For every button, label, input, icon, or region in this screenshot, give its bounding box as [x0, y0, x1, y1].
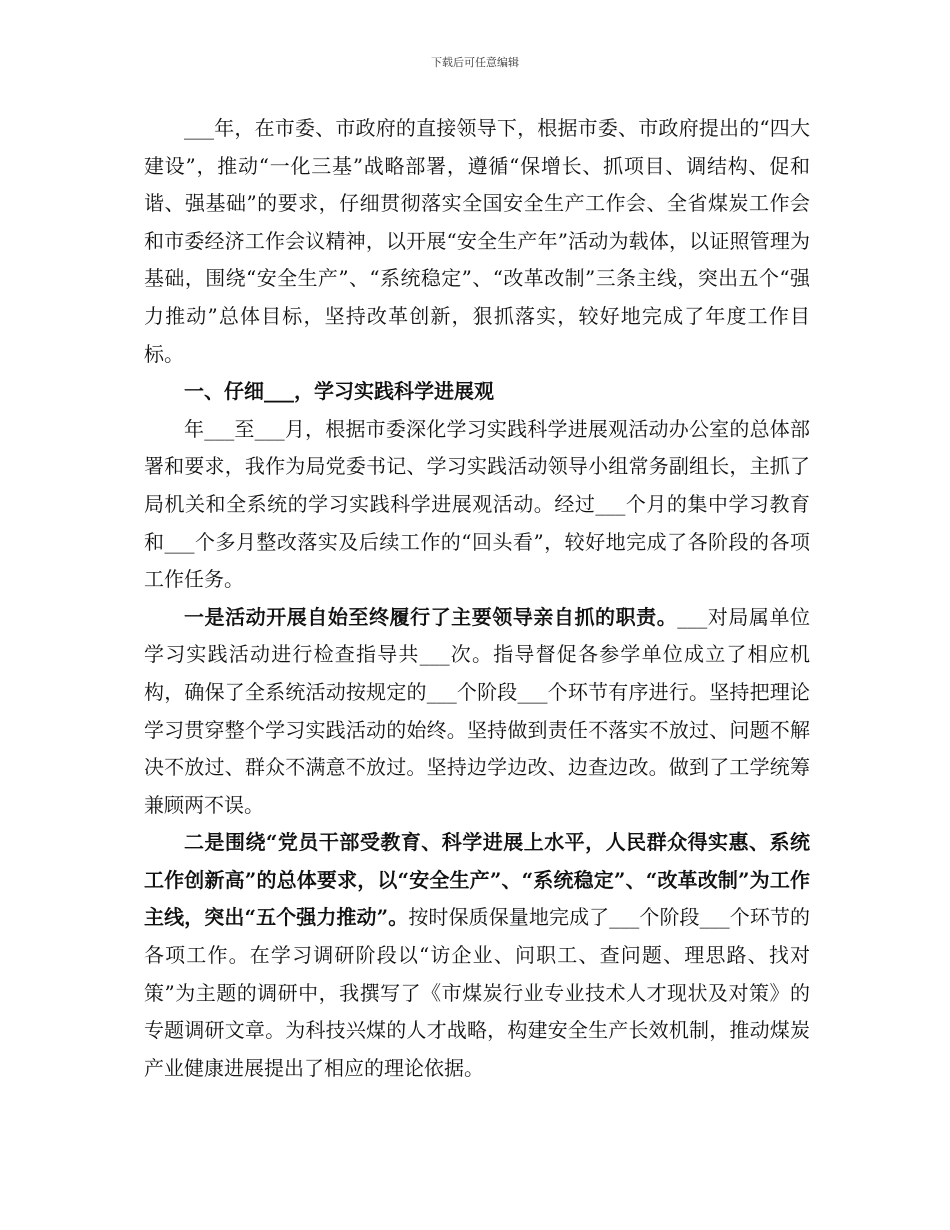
paragraph-point-two-text: 按时保质保量地完成了___个阶段___个环节的各项工作。在学习调研阶段以“访企业、问职工、查问题、理思路、找对策”为主题的调研中，我撰写了《市煤炭行业专业技术人才现状及对策》的专题调研文章。为科技兴煤的人才战略，构建安全生产长效机制，推动煤炭产业健康进展提出了相应的理论依据。	[144, 905, 811, 1080]
paragraph-study-overview	[144, 411, 810, 599]
paragraph-point-one-lead: 一是活动开展自始至终履行了主要领导亲自抓的职责。	[184, 604, 678, 629]
paragraph-intro	[144, 110, 810, 373]
paragraph-intro-text: ___年，在市委、市政府的直接领导下，根据市委、市政府提出的“四大建设”，推动“一化三基”战略部署，遵循“保增长、抓项目、调结构、促和谐、强基础”的要求，仔细贯彻落实全国安全生产工作会、全省煤炭工作会和市委经济工作会议精神，以开展“安全生产年”活动为载体，以证照管理为基础，围绕“安全生产”、“系统稳定”、“改革改制”三条主线，突出五个“强力推动”总体目标，坚持改革创新，狠抓落实，较好地完成了年度工作目标。	[144, 116, 810, 366]
page-header-note: 下载后可任意编辑	[431, 56, 519, 69]
paragraph-study-overview-text: 年___至___月，根据市委深化学习实践科学进展观活动办公室的总体部署和要求，我作为局党委书记、学习实践活动领导小组常务副组长，主抓了局机关和全系统的学习实践科学进展观活动。经过___个月的集中学习教育和___个多月整改落实及后续工作的“回头看”，较好地完成了各阶段的各项工作任务。	[144, 416, 810, 592]
paragraph-point-two-lead: 二是围绕“党员干部受教育、科学进展上水平，人民群众得实惠、系统工作创新高”的总体要求，以“安全生产”、“系统稳定”、“改革改制”为工作主线，突出“五个强力推动”。	[144, 830, 810, 930]
section-heading-1: 一、仔细___，学习实践科学进展观	[184, 379, 494, 404]
document-body	[144, 110, 810, 1087]
paragraph-point-two	[144, 824, 810, 1087]
paragraph-point-one-text: ___对局属单位学习实践活动进行检查指导共___次。指导督促各参学单位成立了相应机构，确保了全系统活动按规定的___个阶段___个环节有序进行。坚持把理论学习贯穿整个学习实践活动的始终。坚持做到责任不落实不放过、问题不解决不放过、群众不满意不放过。坚持边学边改、边查边改。做到了工学统筹兼顾两不误。	[144, 604, 811, 817]
paragraph-point-one	[144, 599, 810, 825]
